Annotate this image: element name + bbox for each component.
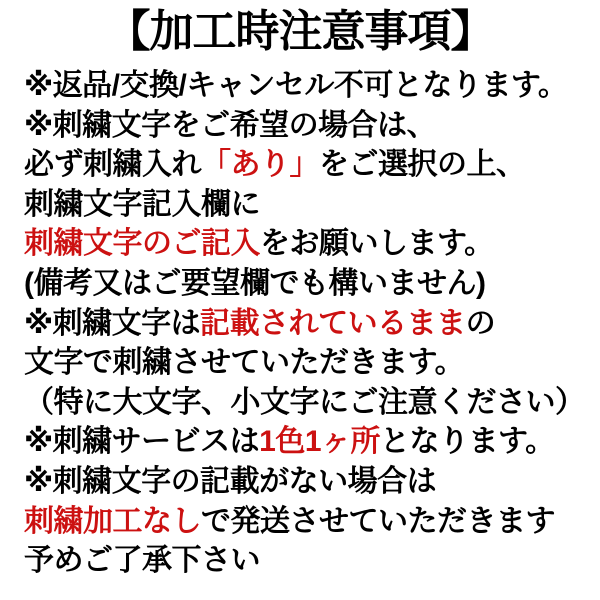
notice-text: ※刺繍文字の記載がない場合は [24,464,437,498]
notice-text: で発送させていただきます [201,504,555,538]
notice-line-entry-field [24,185,590,225]
notice-text-highlight: 1色1ヶ所 [259,425,381,459]
notice-line-returns [24,66,590,106]
page-title: 【加工時注意事項】 [106,7,494,56]
notice-line-as-written-1 [24,304,590,344]
notice-line-case-warning [24,383,590,423]
notice-text-highlight: 刺繍加工なし [24,504,201,538]
notice-text-highlight: 刺繍文字のご記入 [24,227,260,261]
notice-text: となります。 [380,425,555,459]
notice-text: の [465,306,496,340]
notice-text: ※返品/交換/キャンセル不可となります。 [24,69,568,102]
notice-line-select-ari [24,145,590,185]
notice-text: ※刺繍文字は [24,306,201,340]
notice-text: ※刺繍文字をご希望の場合は、 [24,108,437,142]
notice-text: 予めご了承下さい [24,544,260,578]
notice-text: 必ず刺繍入れ [24,148,201,182]
notice-text-highlight: 「あり」 [201,148,319,182]
notice-lines [0,66,600,581]
notice-line-understanding [24,541,590,581]
notice-text: 刺繍文字記入欄に [24,187,260,221]
notice-line-no-text-case [24,462,590,502]
notice-text: をご選択の上、 [319,148,526,182]
notice-line-embroidery-request [24,106,590,146]
notice-text: (備考又はご要望欄でも構いません) [24,266,486,300]
notice-text-highlight: 記載されているまま [200,306,466,340]
notice-text: ※刺繍サービスは [24,425,260,459]
notice-line-one-color-one-place [24,422,590,462]
notice-line-write-text [24,224,590,264]
notice-text: 文字で刺繍させていただきます。 [24,346,465,380]
notice-line-remarks-ok [24,264,590,304]
notice-line-ship-without [24,502,590,542]
notice-line-as-written-2 [24,343,590,383]
notice-text: をお願いします。 [260,227,494,261]
notice-text: （特に大文字、小文字にご注意ください） [24,385,585,419]
